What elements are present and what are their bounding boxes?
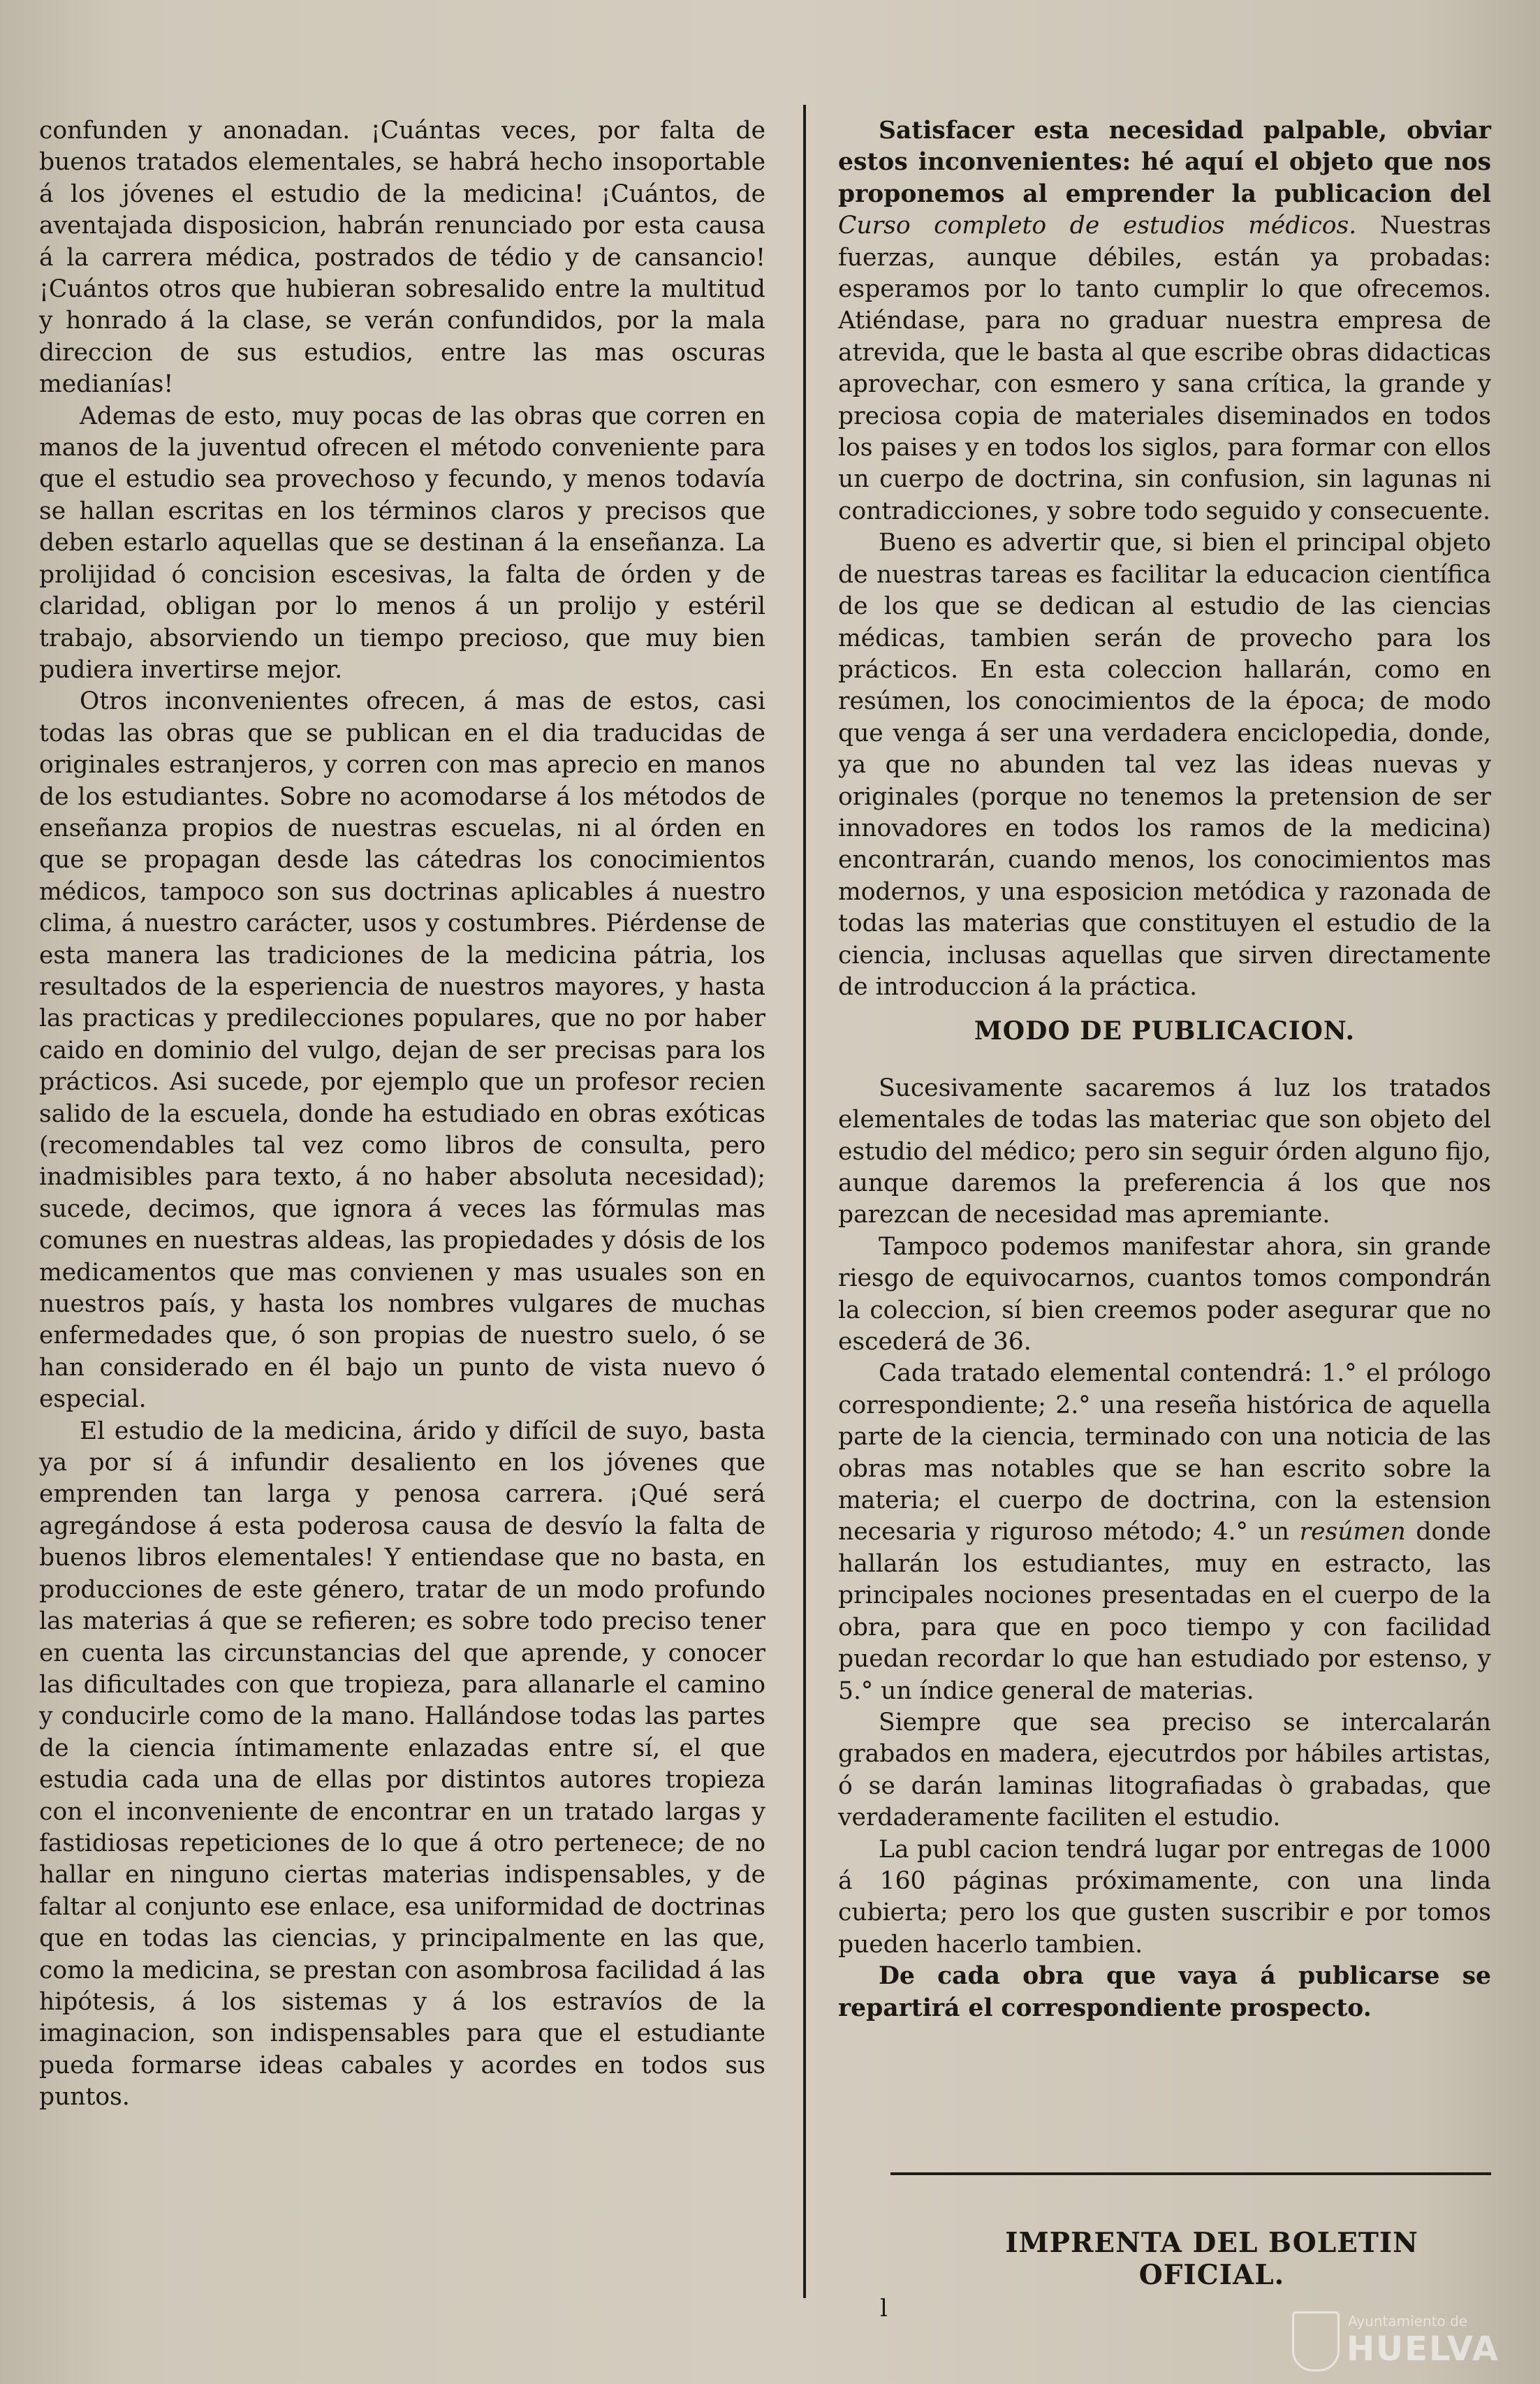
column-divider [803,105,806,2298]
right-paragraph-1-lead: Satisfacer esta necesidad palpable, obviar estos inconvenientes: hé aquí el objeto que nos proponemos al emprender la publicacion del [838,117,1491,208]
imprint-rule [890,2172,1491,2175]
right-paragraph-5-before: Cada tratado elemental contendrá: 1.° el prólogo correspondiente; 2.° una reseña histórica de aquella parte de la ciencia, terminado con una noticia de las obras mas notables que se han escrito sobre la materia; el cuerpo de doctrina, con la estension necesaria y riguroso método; 4.° un [838,1359,1491,1546]
right-paragraph-6: Siempre que sea preciso se intercalarán grabados en madera, ejecutrdos por hábiles artistas, ó se darán laminas litografiadas ò grabadas, que verdaderamente faciliten el estudio. [838,1708,1491,1832]
right-paragraph-5 [838,1358,1491,1706]
right-column [838,115,1491,2024]
right-paragraph-2: Bueno es advertir que, si bien el principal objeto de nuestras tareas es facilitar la educacion científica de los que se dedican al estudio de las ciencias médicas, tambien serán de provecho para los prácticos. En esta coleccion hallarán, como en resúmen, los conocimientos de la época; de modo que venga á ser una verdadera enciclopedia, donde, ya que no abunden tal vez las ideas nuevas y originales (porque no tenemos la pretension de ser innovadores en todos los ramos de la medicina) encontrarán, cuando menos, los conocimientos mas modernos, y una esposicion metódica y razonada de todas las materias que constituyen el estudio de la ciencia, inclusas aquellas que sirven directamente de introduccion á la práctica. [838,529,1491,1001]
left-paragraph-1: confunden y anonadan. ¡Cuántas veces, por falta de buenos tratados elementales, se habrá hecho insoportable á los jóvenes el estudio de la medicina! ¡Cuántos, de aventajada disposicion, habrán renunciado por esta causa á la carrera médica, postrados de tédio y de cansancio! ¡Cuántos otros que hubieran sobresalido entre la multitud y honrado á la clase, se verán confundidos, por la mala direccion de sus estudios, entre las mas oscuras medianías! [39,117,765,399]
right-paragraph-4: Tampoco podemos manifestar ahora, sin grande riesgo de equivocarnos, cuantos tomos compondrán la coleccion, sí bien creemos poder asegurar que no escederá de 36. [838,1232,1491,1356]
right-paragraph-1 [838,115,1491,527]
watermark-line-1: Ayuntamiento de [1348,2313,1468,2330]
right-paragraph-3: Sucesivamente sacaremos á luz los tratados elementales de todas las materiac que son objeto del estudio del médico; pero sin seguir órden alguno fijo, aunque daremos la preferencia á los que nos parezcan de necesidad mas apremiante. [838,1074,1491,1229]
right-paragraph-7: La publ cacion tendrá lugar por entregas de 1000 á 160 páginas próximamente, con una linda cubierta; pero los que gusten suscribir e por tomos pueden hacerlo tambien. [838,1835,1491,1959]
left-paragraph-4: El estudio de la medicina, árido y difícil de suyo, basta ya por sí á infundir desaliento en los jóvenes que emprenden tan larga y penosa carrera. ¡Qué será agregándose á esta poderosa causa de desvío la falta de buenos libros elementales! Y entiendase que no basta, en producciones de este género, tratar de un modo profundo las materias á que se refieren; es sobre todo preciso tener en cuenta las circunstancias del que aprende, y conocer las dificultades con que tropieza, para allanarle el camino y conducirle como de la mano. Hallándose todas las partes de la ciencia íntimamente enlazadas entre sí, el que estudia cada una de ellas por distintos autores tropieza con el inconveniente de encontrar en un tratado largas y fastidiosas repeticiones de lo que á otro pertenece; de no hallar en ninguno ciertas materias indispensables, y de faltar al conjunto ese enlace, esa uniformidad de doctrinas que en todas las ciencias, y principalmente en las que, como la medicina, se prestan con asombrosa facilidad á las hipótesis, á los sistemas y á los estravíos de la imaginacion, son indispensables para que el estudiante pueda formarse ideas cabales y acordes en todos sus puntos. [39,1417,765,2112]
right-paragraph-8: De cada obra que vaya á publicarse se repartirá el correspondiente prospecto. [838,1962,1491,2022]
right-paragraph-5-after: donde hallarán los estudiantes, muy en estracto, las principales nociones presentadas en el cuerpo de la obra, para que en poco tiempo y con facilidad puedan recordar lo que han estudiado por estenso, y 5.° un índice general de materias. [838,1518,1491,1705]
course-title: Curso completo de estudios médicos. [838,212,1357,240]
imprint-mark: l [880,2295,888,2323]
left-paragraph-3: Otros inconvenientes ofrecen, á mas de estos, casi todas las obras que se publican en el dia traducidas de originales estranjeros, y corren con mas aprecio en manos de los estudiantes. Sobre no acomodarse á los métodos de enseñanza propios de nuestras escuelas, ni al órden en que se propagan desde las cátedras los conocimientos médicos, tampoco son sus doctrinas aplicables á nuestro clima, á nuestro carácter, usos y costumbres. Piérdense de esta manera las tradiciones de la medicina pátria, los resultados de la esperiencia de nuestros mayores, y hasta las practicas y predilecciones populares, que no por haber caido en dominio del vulgo, dejan de ser precisas para los prácticos. Asi sucede, por ejemplo que un profesor recien salido de la escuela, donde ha estudiado en obras exóticas (recomendables tal vez como libros de consulta, pero inadmisibles para texto, á no haber absoluta necesidad); sucede, decimos, que ignora á veces las fórmulas mas comunes en nuestras aldeas, las propiedades y dósis de los medicamentos que mas convienen y mas usuales son en nuestros país, y hasta los nombres vulgares de muchas enfermedades que, ó son propias de nuestro suelo, ó se han considerado en él bajo un punto de vista nuevo ó especial. [39,687,765,1414]
archive-watermark [1292,2309,1523,2371]
left-column [39,115,765,2114]
imprint-line: IMPRENTA DEL BOLETIN OFICIAL. [1005,2227,1418,2291]
crest-icon [1292,2311,1340,2371]
left-paragraph-2: Ademas de esto, muy pocas de las obras que corren en manos de la juventud ofrecen el método conveniente para que el estudio sea provechoso y fecundo, y menos todavía se hallan escritas en los términos claros y precisos que deben estarlo aquellas que se destinan á la enseñanza. La prolijidad ó concision escesivas, la falta de órden y de claridad, obligan por lo menos á un prolijo y estéril trabajo, absorviendo un tiempo precioso, que muy bien pudiera invertirse mejor. [39,402,765,684]
section-heading: MODO DE PUBLICACION. [974,1016,1356,1046]
resumen-term: resúmen [1299,1518,1406,1546]
watermark-line-2: HUELVA [1347,2330,1499,2369]
right-paragraph-1-rest: Nuestras fuerzas, aunque débiles, están ya probadas: esperamos por lo tanto cumplir lo que ofrecemos. Atiéndase, para no graduar nuestra empresa de atrevida, que le basta al que escribe obras didacticas aprovechar, con esmero y sana crítica, la grande y preciosa copia de materiales diseminados en todos los paises y en todos los siglos, para formar con ellos un cuerpo de doctrina, sin confusion, sin lagunas ni contradicciones, y sobre todo seguido y consecuente. [838,212,1491,525]
